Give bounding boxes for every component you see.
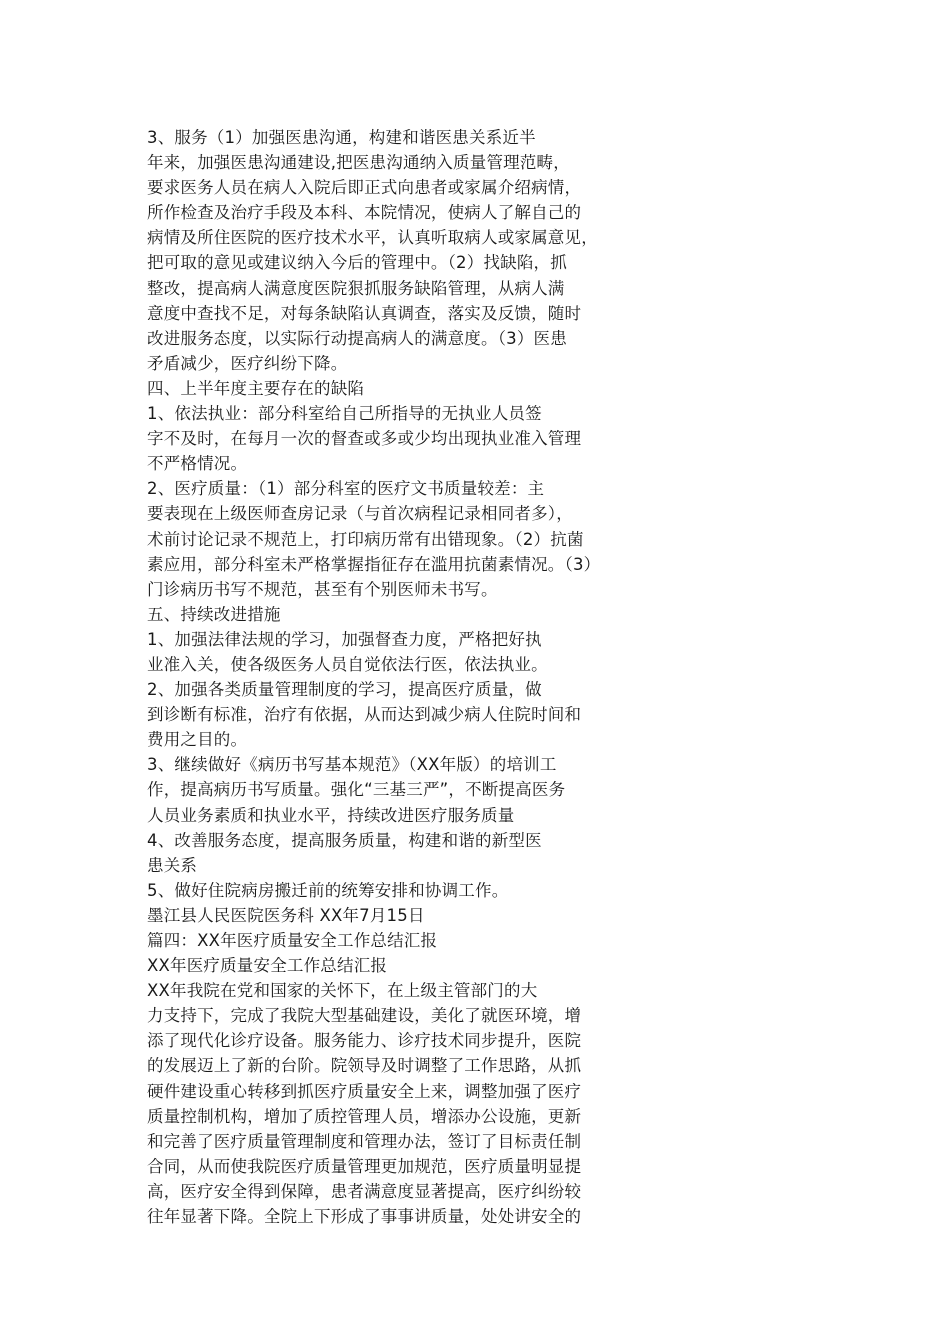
text-line: 矛盾减少，医疗纠纷下降。 [147, 353, 348, 373]
text-line: 不严格情况。 [147, 454, 248, 474]
text-line: 高，医疗安全得到保障，患者满意度显著提高，医疗纠纷较 [147, 1181, 582, 1201]
text-line: 整改，提高病人满意度医院狠抓服务缺陷管理，从病人满 [147, 278, 565, 298]
text-line: XX年我院在党和国家的关怀下，在上级主管部门的大 [147, 981, 538, 1001]
text-line: 作，提高病历书写质量。强化“三基三严”，不断提高医务 [147, 780, 566, 800]
text-line: 病情及所住医院的医疗技术水平，认真听取病人或家属意见， [147, 228, 598, 248]
text-line: 把可取的意见或建议纳入今后的管理中。（2）找缺陷，抓 [147, 253, 567, 273]
text-line: 要求医务人员在病人入院后即正式向患者或家属介绍病情， [147, 178, 582, 198]
text-line: 1、依法执业：部分科室给自己所指导的无执业人员签 [147, 404, 542, 424]
text-line: 2、加强各类质量管理制度的学习，提高医疗质量，做 [147, 680, 542, 700]
text-line: 的发展迈上了新的台阶。院领导及时调整了工作思路，从抓 [147, 1056, 582, 1076]
text-line: 术前讨论记录不规范上，打印病历常有出错现象。（2）抗菌 [147, 529, 584, 549]
text-line: 添了现代化诊疗设备。服务能力、诊疗技术同步提升，医院 [147, 1031, 582, 1051]
text-line: 年来，加强医患沟通建设,把医患沟通纳入质量管理范畴， [147, 153, 570, 173]
text-line: 患关系 [147, 855, 198, 875]
text-line: 字不及时，在每月一次的督查或多或少均出现执业准入管理 [147, 429, 582, 449]
text-line: 1、加强法律法规的学习，加强督查力度，严格把好执 [147, 629, 542, 649]
text-line: 业准入关，使各级医务人员自觉依法行医，依法执业。 [147, 654, 548, 674]
text-line: 和完善了医疗质量管理制度和管理办法，签订了目标责任制 [147, 1131, 582, 1151]
text-line: 3、服务（1）加强医患沟通，构建和谐医患关系近半 [147, 128, 536, 147]
text-line: 费用之目的。 [147, 730, 248, 750]
text-line: 要表现在上级医师查房记录（与首次病程记录相同者多）， [147, 504, 573, 524]
text-line: 力支持下，完成了我院大型基础建设，美化了就医环境，增 [147, 1006, 582, 1026]
text-line: 合同，从而使我院医疗质量管理更加规范，医疗质量明显提 [147, 1156, 582, 1176]
text-line: 改进服务态度，以实际行动提高病人的满意度。（3）医患 [147, 328, 567, 348]
text-line: 人员业务素质和执业水平，持续改进医疗服务质量 [147, 805, 515, 825]
text-line: 所作检查及治疗手段及本科、本院情况，使病人了解自己的 [147, 203, 582, 223]
text-line: 五、持续改进措施 [147, 604, 281, 624]
text-line: 3、继续做好《病历书写基本规范》（XX年版）的培训工 [147, 755, 557, 775]
text-line: 往年显著下降。全院上下形成了事事讲质量，处处讲安全的 [147, 1207, 582, 1227]
text-line: 质量控制机构，增加了质控管理人员，增添办公设施，更新 [147, 1106, 582, 1126]
text-line: 篇四：XX年医疗质量安全工作总结汇报 [147, 931, 438, 950]
text-line: 意度中查找不足，对每条缺陷认真调查，落实及反馈，随时 [147, 303, 582, 323]
document-body [147, 125, 707, 1229]
text-line: 5、做好住院病房搬迁前的统筹安排和协调工作。 [147, 880, 509, 900]
text-line: 硬件建设重心转移到抓医疗质量安全上来，调整加强了医疗 [147, 1081, 582, 1101]
text-line: 墨江县人民医院医务科 XX年7月15日 [147, 905, 425, 925]
text-line: 四、上半年度主要存在的缺陷 [147, 378, 365, 398]
text-line: 到诊断有标准，治疗有依据，从而达到减少病人住院时间和 [147, 705, 582, 725]
text-line: 素应用，部分科室未严格掌握指征存在滥用抗菌素情况。（3） [147, 554, 601, 574]
text-line: 2、医疗质量：（1）部分科室的医疗文书质量较差：主 [147, 479, 545, 499]
text-line: 4、改善服务态度，提高服务质量，构建和谐的新型医 [147, 830, 542, 850]
text-line: 门诊病历书写不规范，甚至有个别医师未书写。 [147, 579, 498, 599]
text-line: XX年医疗质量安全工作总结汇报 [147, 956, 388, 976]
